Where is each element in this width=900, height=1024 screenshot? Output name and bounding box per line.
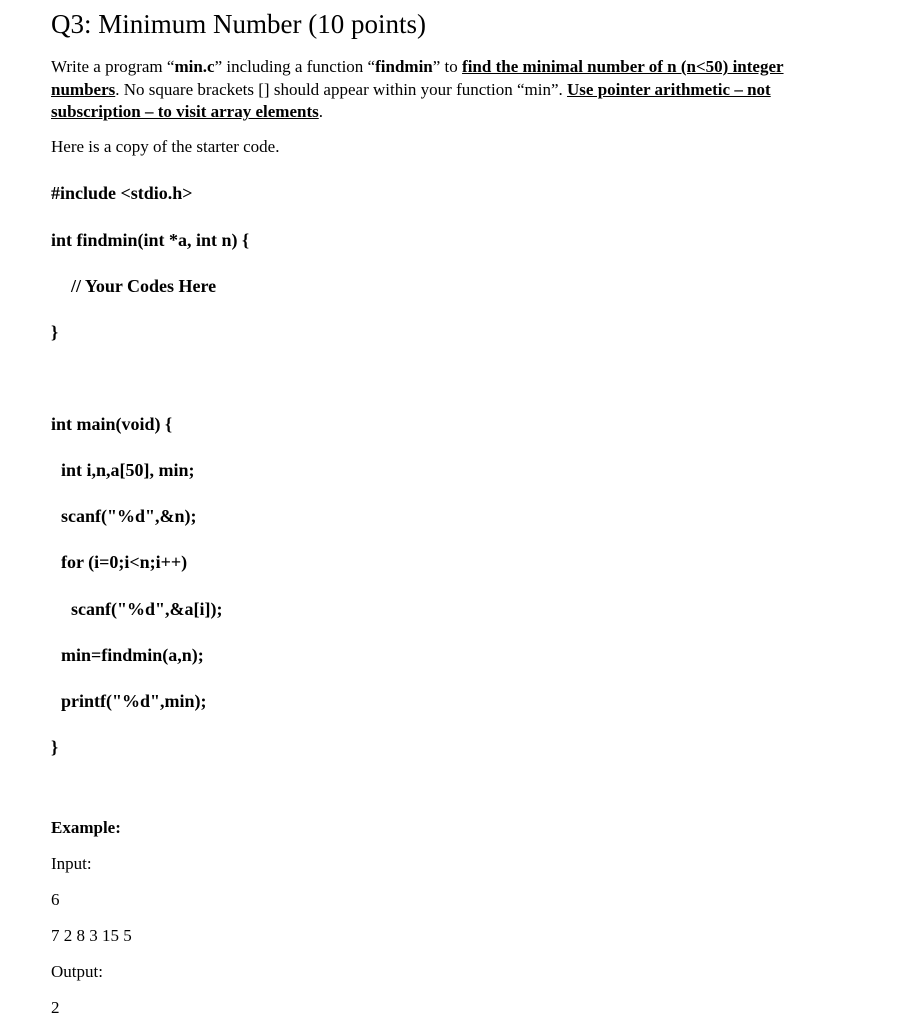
code-placeholder-comment: // Your Codes Here: [71, 276, 217, 296]
code-scan-array: scanf("%d",&a[i]);: [71, 599, 223, 619]
desc-rule-underlined: Use pointer arithmetic – not subscription – to visit array elements: [51, 79, 771, 121]
code-main-signature: int main(void) {: [51, 414, 173, 434]
example-input-values: 7 2 8 3 15 5: [51, 926, 132, 945]
code-declarations: int i,n,a[50], min;: [61, 460, 195, 480]
question-title: Q3: Minimum Number (10 points): [51, 9, 426, 39]
code-main-close: }: [51, 737, 59, 757]
code-printf: printf("%d",min);: [61, 691, 207, 711]
code-findmin-signature: int findmin(int *a, int n) {: [51, 230, 250, 250]
example-input-n: 6: [51, 890, 60, 909]
code-call-findmin: min=findmin(a,n);: [61, 645, 204, 665]
desc-text-4: . No square brackets [] should appear within your function “min”.: [115, 79, 568, 99]
desc-text-3: ” to: [432, 57, 463, 76]
desc-text-5: .: [318, 102, 323, 121]
desc-funcname: findmin: [375, 57, 433, 76]
question-description: [51, 56, 841, 124]
example-heading: Example:: [51, 818, 121, 837]
example-output-label: Output:: [51, 962, 103, 981]
desc-text-1: Write a program “: [51, 57, 175, 76]
desc-filename: min.c: [174, 57, 215, 76]
starter-code-intro: Here is a copy of the starter code.: [51, 137, 280, 156]
code-for-loop: for (i=0;i<n;i++): [61, 552, 188, 572]
example-output-value: 2: [51, 998, 60, 1017]
example-input-label: Input:: [51, 854, 92, 873]
code-scan-n: scanf("%d",&n);: [61, 506, 197, 526]
code-include: #include <stdio.h>: [51, 183, 193, 203]
desc-task-underlined: find the minimal number of n (n<50) integer numbers: [51, 57, 784, 99]
code-findmin-close: }: [51, 322, 59, 342]
desc-text-2: ” including a function “: [214, 57, 376, 76]
